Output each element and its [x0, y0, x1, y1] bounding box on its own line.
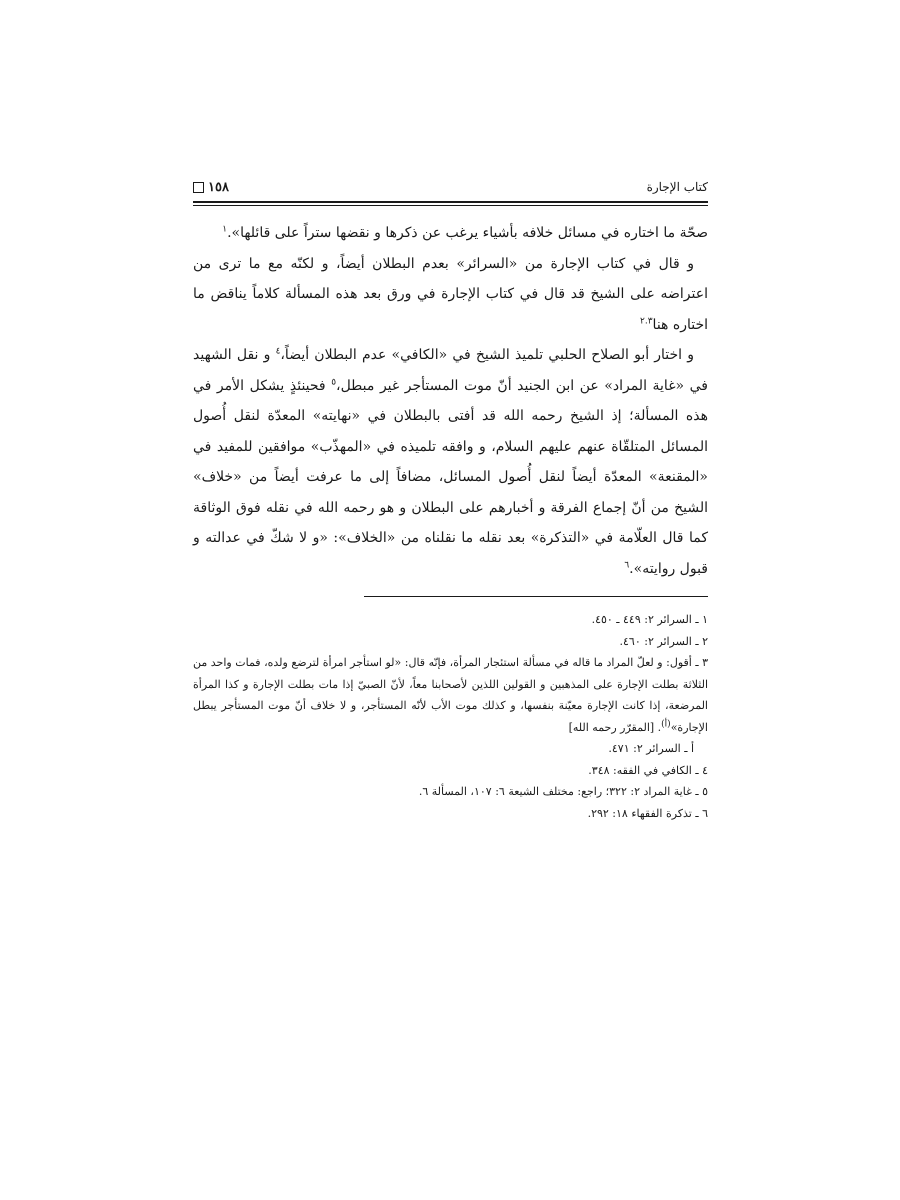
- book-page: [193, 176, 708, 824]
- footnote-2: ٢ ـ السرائر ٢: ٤٦٠.: [619, 634, 708, 648]
- footnote-4: ٤ ـ الكافي في الفقه: ٣٤٨.: [588, 763, 708, 777]
- paragraph-3: [193, 340, 708, 584]
- page-header: [193, 176, 708, 198]
- paragraph-3-text-b: و نقل الشهيد في «غاية المراد» عن ابن الجنيد أنّ موت المستأجر غير مبطل،: [193, 347, 708, 394]
- footnote-3-sub-ref: (أ): [661, 718, 671, 729]
- footnote-3: [193, 652, 708, 738]
- footnote-5: ٥ ـ غاية المراد ٢: ٣٢٢؛ راجع: مختلف الشيعة ٦: ١٠٧، المسألة ٦.: [418, 785, 708, 798]
- page-number-block: [193, 180, 229, 195]
- main-text: [193, 218, 708, 584]
- paragraph-2: [193, 249, 708, 341]
- paragraph-1-text: صحّة ما اختاره في مسائل خلافه بأشياء يرغب عن ذكرها و نقضها ستراً على قائلها».: [227, 225, 708, 241]
- footnote-ref-6: ٦: [624, 559, 630, 570]
- footnote-ref-2-3: ٢.٣: [640, 315, 653, 326]
- running-head: كتاب الإجارة: [646, 180, 708, 194]
- paragraph-3-text-c: فحينئذٍ يشكل الأمر في هذه المسألة؛ إذ الشيخ رحمه الله قد أفتى بالبطلان في «نهايته» المعدّة لنقل أُصول المسائل المتلقّاة عنهم عليهم السلام، و وافقه تلميذه في «المهذّب» موافقين للمفيد في «المقنعة» المعدّة أيضاً لنقل أُصول المسائل، مضافاً إلى ما عرفت أيضاً من «خلاف» الشيخ من أنّ إجماع الفرقة و أخبارهم على البطلان و هو رحمه الله في نقله فوق الوثاقة كما قال العلّامة في «التذكرة» بعد نقله ما نقلناه من «الخلاف»: «و لا شكّ في عدالته و قبول روايته».: [193, 377, 708, 577]
- footnote-3-end: . [المقرّر رحمه الله]: [568, 720, 662, 734]
- footnote-1: ١ ـ السرائر ٢: ٤٤٩ ـ ٤٥٠.: [591, 613, 708, 626]
- footnote-ref-4: ٤: [275, 346, 281, 357]
- paragraph-3-text-a: و اختار أبو الصلاح الحلبي تلميذ الشيخ في «الكافي» عدم البطلان أيضاً،: [280, 347, 695, 363]
- footnote-3-text: ٣ ـ أقول: و لعلّ المراد ما قاله في مسألة استئجار المرأة، فإنّه قال: «لو استأجر امرأة لترضع ولده، فمات واحد من الثلاثة بطلت الإجارة على المذهبين و القولين اللذين لأصحابنا معاً، لأنّ الصبيّ إذا مات بطلت الإجارة و كذا المرأة المرضعة، إذا كانت الإجارة معيّنة بنفسها، و كذلك موت الأب لأنّه المستأجر، و لا خلاف أنّ موت المستأجر يبطل الإجارة»: [193, 656, 708, 734]
- footnote-6: ٦ ـ تذكرة الفقهاء ١٨: ٢٩٢.: [587, 806, 708, 820]
- box-icon: [193, 182, 204, 193]
- page-number: ١٥٨: [208, 179, 229, 195]
- footnote-3a: أ ـ السرائر ٢: ٤٧١.: [608, 742, 694, 755]
- paragraph-1: [193, 218, 708, 249]
- footnote-ref-5: ٥: [331, 376, 337, 387]
- footnotes: [193, 609, 708, 824]
- footnote-ref-1: ١: [222, 224, 228, 235]
- paragraph-2-text: و قال في كتاب الإجارة من «السرائر» بعدم البطلان أيضاً، و لكنّه مع ما ترى من اعتراضه على الشيخ قد قال في كتاب الإجارة في ورق بعد هذه المسألة كلاماً يناقض ما اختاره هنا: [193, 255, 708, 333]
- header-rule: [193, 201, 708, 206]
- footnote-rule: [364, 596, 708, 597]
